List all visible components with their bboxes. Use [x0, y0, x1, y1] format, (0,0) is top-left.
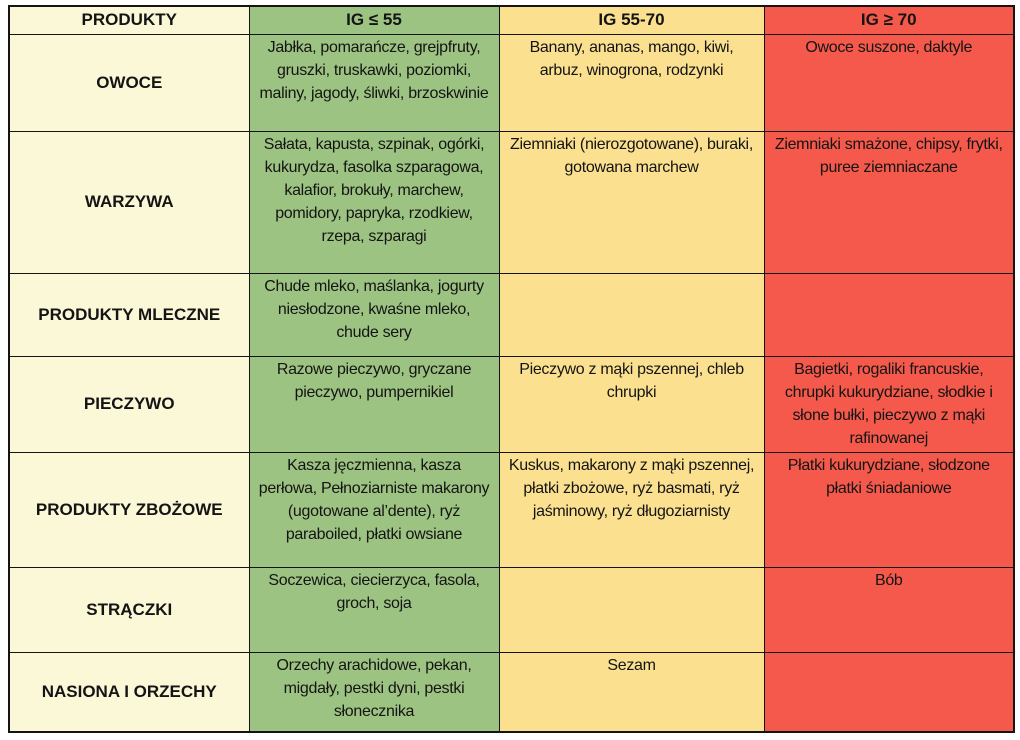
- table-header-row: [9, 6, 1014, 34]
- category-cell: PRODUKTY ZBOŻOWE: [9, 452, 249, 567]
- low-gi-cell: Chude mleko, maślanka, jogurty niesłodzone, kwaśne mleko, chude sery: [249, 273, 499, 356]
- high-gi-cell: [764, 652, 1014, 732]
- low-gi-cell: Jabłka, pomarańcze, grejpfruty, gruszki, truskawki, poziomki, maliny, jagody, śliwki, brzoskwinie: [249, 34, 499, 131]
- high-gi-cell: Ziemniaki smażone, chipsy, frytki, puree ziemniaczane: [764, 131, 1014, 273]
- table-row-seeds-and-nuts: [9, 652, 1014, 732]
- table-row-legumes: [9, 567, 1014, 652]
- low-gi-cell: Razowe pieczywo, gryczane pieczywo, pumpernikiel: [249, 356, 499, 452]
- products-column-header: PRODUKTY: [9, 6, 249, 34]
- high-gi-cell: Płatki kukurydziane, słodzone płatki śniadaniowe: [764, 452, 1014, 567]
- category-cell: PRODUKTY MLECZNE: [9, 273, 249, 356]
- table-row-bread: [9, 356, 1014, 452]
- low-gi-cell: Sałata, kapusta, szpinak, ogórki, kukurydza, fasolka szparagowa, kalafior, brokuły, marchew, pomidory, papryka, rzodkiew, rzepa, szparagi: [249, 131, 499, 273]
- table-row-grain-products: [9, 452, 1014, 567]
- high-gi-cell: Bób: [764, 567, 1014, 652]
- mid-gi-column-header: IG 55-70: [499, 6, 764, 34]
- category-cell: STRĄCZKI: [9, 567, 249, 652]
- glycemic-index-table: [8, 5, 1015, 733]
- mid-gi-cell: [499, 567, 764, 652]
- low-gi-column-header: IG ≤ 55: [249, 6, 499, 34]
- low-gi-cell: Soczewica, ciecierzyca, fasola, groch, soja: [249, 567, 499, 652]
- table-row-dairy: [9, 273, 1014, 356]
- table-row-vegetables: [9, 131, 1014, 273]
- category-cell: WARZYWA: [9, 131, 249, 273]
- mid-gi-cell: Banany, ananas, mango, kiwi, arbuz, winogrona, rodzynki: [499, 34, 764, 131]
- mid-gi-cell: [499, 273, 764, 356]
- mid-gi-cell: Sezam: [499, 652, 764, 732]
- low-gi-cell: Kasza jęczmienna, kasza perłowa, Pełnoziarniste makarony (ugotowane al’dente), ryż paraboiled, płatki owsiane: [249, 452, 499, 567]
- table-row-fruits: [9, 34, 1014, 131]
- category-cell: NASIONA I ORZECHY: [9, 652, 249, 732]
- high-gi-cell: [764, 273, 1014, 356]
- category-cell: PIECZYWO: [9, 356, 249, 452]
- mid-gi-cell: Kuskus, makarony z mąki pszennej, płatki zbożowe, ryż basmati, ryż jaśminowy, ryż długoziarnisty: [499, 452, 764, 567]
- mid-gi-cell: Pieczywo z mąki pszennej, chleb chrupki: [499, 356, 764, 452]
- category-cell: OWOCE: [9, 34, 249, 131]
- low-gi-cell: Orzechy arachidowe, pekan, migdały, pestki dyni, pestki słonecznika: [249, 652, 499, 732]
- high-gi-column-header: IG ≥ 70: [764, 6, 1014, 34]
- high-gi-cell: Bagietki, rogaliki francuskie, chrupki kukurydziane, słodkie i słone bułki, pieczywo z mąki rafinowanej: [764, 356, 1014, 452]
- mid-gi-cell: Ziemniaki (nierozgotowane), buraki, gotowana marchew: [499, 131, 764, 273]
- high-gi-cell: Owoce suszone, daktyle: [764, 34, 1014, 131]
